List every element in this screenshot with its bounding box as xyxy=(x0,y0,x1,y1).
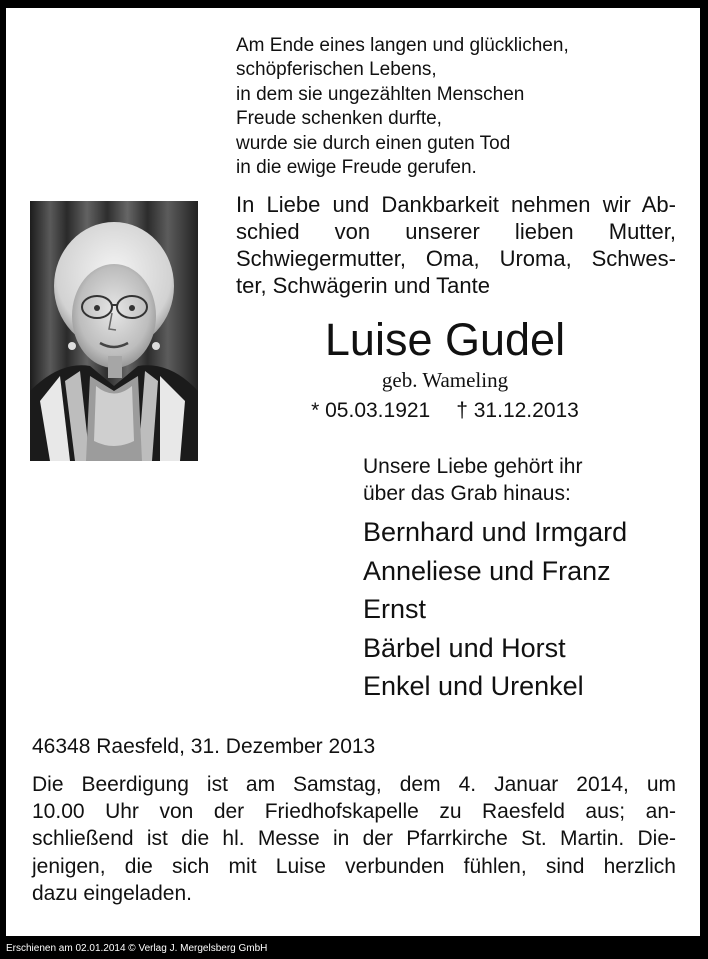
death-date: † 31.12.2013 xyxy=(456,399,579,422)
poem-line: schöpferischen Lebens, xyxy=(236,59,437,81)
maiden-name: geb. Wameling xyxy=(381,368,509,392)
farewell-line: schied von unserer lieben Mutter, xyxy=(236,219,676,244)
farewell-text xyxy=(236,191,676,299)
funeral-line: schließend ist die hl. Messe in der Pfarrkirche St. Martin. Die- xyxy=(32,827,676,851)
farewell-line: In Liebe und Dankbarkeit nehmen wir Ab- xyxy=(236,192,676,217)
place-and-date: 46348 Raesfeld, 31. Dezember 2013 xyxy=(32,735,376,758)
poem-line: wurde sie durch einen guten Tod xyxy=(236,132,511,154)
portrait-photo xyxy=(30,201,198,461)
family-member: Ernst xyxy=(363,594,427,624)
funeral-line: 10.00 Uhr von der Friedhofskapelle zu Raesfeld aus; an- xyxy=(32,800,676,824)
farewell-line: Schwiegermutter, Oma, Uroma, Schwes- xyxy=(236,246,676,271)
poem-line: Am Ende eines langen und glücklichen, xyxy=(236,35,569,56)
love-line: über das Grab hinaus: xyxy=(363,482,571,505)
obituary-notice xyxy=(6,8,700,936)
funeral-line: jenigen, die sich mit Luise verbunden fühlen, sind herzlich xyxy=(32,854,676,878)
poem-line: Freude schenken durfte, xyxy=(236,108,442,130)
funeral-line: dazu eingeladen. xyxy=(32,881,192,905)
deceased-name: Luise Gudel xyxy=(324,314,566,365)
family-member: Enkel und Urenkel xyxy=(363,671,584,701)
funeral-line: Die Beerdigung ist am Samstag, dem 4. Januar 2014, um xyxy=(32,773,676,796)
family-member: Bernhard und Irmgard xyxy=(363,517,628,547)
memorial-poem xyxy=(236,34,676,180)
family-list xyxy=(363,513,627,706)
poem-line: in dem sie ungezählten Menschen xyxy=(236,83,525,105)
family-member: Bärbel und Horst xyxy=(363,632,566,663)
life-dates xyxy=(236,398,654,424)
family-member: Anneliese und Franz xyxy=(363,555,611,586)
love-statement xyxy=(363,453,582,507)
poem-line: in die ewige Freude gerufen. xyxy=(236,157,477,179)
birth-date: * 05.03.1921 xyxy=(311,399,431,422)
publication-credit: Erschienen am 02.01.2014 © Verlag J. Mergelsberg GmbH xyxy=(6,943,268,954)
love-line: Unsere Liebe gehört ihr xyxy=(363,455,583,478)
farewell-line: ter, Schwägerin und Tante xyxy=(236,273,490,298)
funeral-info xyxy=(32,771,676,907)
